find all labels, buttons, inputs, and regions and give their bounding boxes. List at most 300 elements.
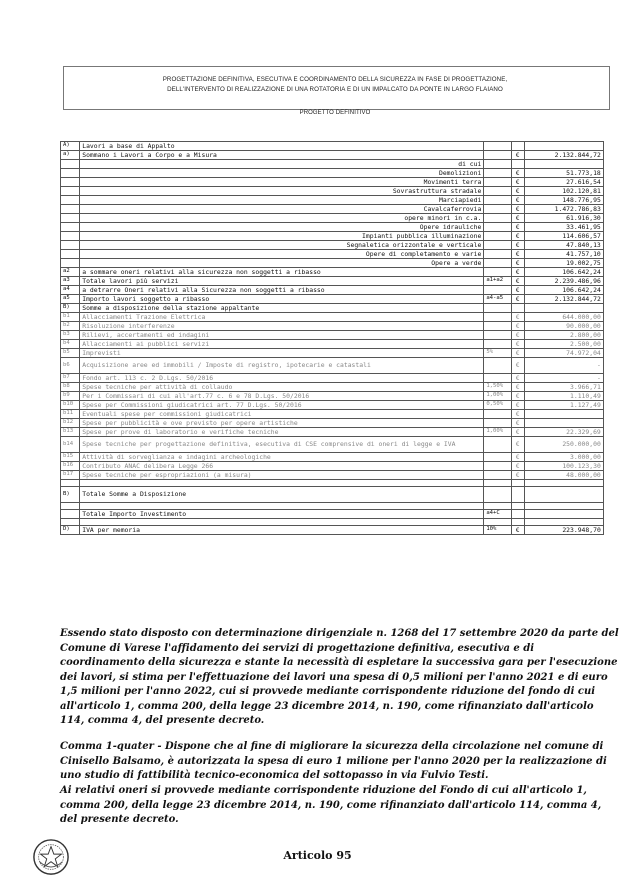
row-margin	[603, 392, 616, 401]
row-description: Allacciamenti Trazione Elettrica	[80, 313, 484, 322]
row-reference	[484, 419, 511, 428]
row-margin	[603, 223, 616, 232]
project-title-line-1: PROGETTAZIONE DEFINITIVA, ESECUTIVA E COORDINAMENTO DELLA SICUREZZA IN FASE DI PROGETTAZIONE,	[162, 76, 508, 83]
row-currency: €	[511, 462, 524, 471]
row-reference	[484, 480, 511, 487]
row-description: Imprevisti	[80, 349, 484, 358]
row-amount: 1.127,49	[524, 401, 603, 410]
row-margin	[603, 160, 616, 169]
table-row	[61, 401, 617, 410]
row-margin	[603, 178, 616, 187]
row-code	[61, 259, 80, 268]
row-amount: 47.840,13	[524, 241, 603, 250]
row-code	[61, 480, 80, 487]
row-margin	[603, 295, 616, 304]
row-code	[61, 503, 80, 510]
row-margin	[603, 142, 616, 151]
row-description: Risoluzione interferenze	[80, 322, 484, 331]
row-description: Opere idrauliche	[80, 223, 484, 232]
row-amount	[524, 160, 603, 169]
row-amount: 1.110,49	[524, 392, 603, 401]
row-code	[61, 510, 80, 519]
row-description: Totale Somme a Disposizione	[80, 487, 484, 503]
row-reference: 1,50%	[484, 383, 511, 392]
row-margin	[603, 428, 616, 437]
row-reference	[484, 471, 511, 480]
row-margin	[603, 196, 616, 205]
row-amount: 2.132.844,72	[524, 151, 603, 160]
row-description: Spese per Commissioni giudicatrici art. 77 D.Lgs. 50/2016	[80, 401, 484, 410]
row-currency: €	[511, 374, 524, 383]
row-currency: €	[511, 331, 524, 340]
row-currency: €	[511, 259, 524, 268]
row-description	[80, 503, 484, 510]
row-description: Contributo ANAC delibera Legge 266	[80, 462, 484, 471]
row-currency: €	[511, 526, 524, 535]
table-row	[61, 250, 617, 259]
table-row	[61, 295, 617, 304]
row-currency: €	[511, 410, 524, 419]
row-currency: €	[511, 428, 524, 437]
table-row	[61, 510, 617, 519]
row-reference	[484, 142, 511, 151]
table-row	[61, 503, 617, 510]
row-currency: €	[511, 286, 524, 295]
row-code: b17	[61, 471, 80, 480]
table-row	[61, 383, 617, 392]
table-row	[61, 160, 617, 169]
row-currency: €	[511, 241, 524, 250]
row-reference	[484, 437, 511, 453]
row-reference: 0,50%	[484, 401, 511, 410]
table-row	[61, 187, 617, 196]
table-row	[61, 374, 617, 383]
row-currency: €	[511, 349, 524, 358]
row-amount	[524, 304, 603, 313]
row-amount: -	[524, 358, 603, 374]
row-margin	[603, 471, 616, 480]
table-row	[61, 178, 617, 187]
row-amount: 33.461,95	[524, 223, 603, 232]
row-amount: 2.500,00	[524, 340, 603, 349]
row-reference	[484, 322, 511, 331]
table-row	[61, 151, 617, 160]
row-code	[61, 241, 80, 250]
row-code: b12	[61, 419, 80, 428]
row-currency: €	[511, 295, 524, 304]
article-heading: Articolo 95	[283, 849, 352, 862]
row-currency: €	[511, 178, 524, 187]
row-reference	[484, 160, 511, 169]
table-row	[61, 453, 617, 462]
table-row	[61, 142, 617, 151]
row-description: Spese tecniche per progettazione definitiva, esecutiva di CSE comprensive di oneri di legge e IVA	[80, 437, 484, 453]
row-reference: 10%	[484, 526, 511, 535]
row-margin	[603, 259, 616, 268]
row-currency	[511, 480, 524, 487]
row-description: Opere di completamento e varie	[80, 250, 484, 259]
table-row	[61, 304, 617, 313]
row-margin	[603, 268, 616, 277]
row-reference	[484, 410, 511, 419]
row-margin	[603, 151, 616, 160]
row-currency: €	[511, 187, 524, 196]
row-reference	[484, 374, 511, 383]
row-margin	[603, 526, 616, 535]
row-reference	[484, 223, 511, 232]
row-code: b5	[61, 349, 80, 358]
row-code	[61, 178, 80, 187]
row-description: Sovrastruttura stradale	[80, 187, 484, 196]
row-code	[61, 232, 80, 241]
row-description: Importo lavori soggetto a ribasso	[80, 295, 484, 304]
row-margin	[603, 322, 616, 331]
table-row	[61, 349, 617, 358]
row-description: Spese per prove di laboratorio e verifiche tecniche	[80, 428, 484, 437]
row-code: b13	[61, 428, 80, 437]
row-amount: 2.132.844,72	[524, 295, 603, 304]
row-margin	[603, 510, 616, 519]
row-description: Spese tecniche per espropriazioni (a misura)	[80, 471, 484, 480]
row-description: Segnaletica orizzontale e verticale	[80, 241, 484, 250]
row-description: Cavalcaferrovia	[80, 205, 484, 214]
row-amount	[524, 510, 603, 519]
row-code: a3	[61, 277, 80, 286]
row-amount	[524, 410, 603, 419]
row-description: a detrarre Oneri relativi alla Sicurezza non soggetti a ribasso	[80, 286, 484, 295]
row-margin	[603, 250, 616, 259]
row-margin	[603, 419, 616, 428]
row-reference	[484, 268, 511, 277]
row-currency: €	[511, 205, 524, 214]
row-currency: €	[511, 471, 524, 480]
row-amount: 106.642,24	[524, 268, 603, 277]
table-row	[61, 277, 617, 286]
row-code	[61, 187, 80, 196]
row-reference	[484, 178, 511, 187]
row-amount: 41.757,10	[524, 250, 603, 259]
row-currency	[511, 142, 524, 151]
row-margin	[603, 480, 616, 487]
row-code: b11	[61, 410, 80, 419]
row-margin	[603, 437, 616, 453]
row-currency: €	[511, 322, 524, 331]
table-row	[61, 526, 617, 535]
row-amount: 1.472.786,83	[524, 205, 603, 214]
row-description: opere minori in c.a.	[80, 214, 484, 223]
row-reference	[484, 487, 511, 503]
row-currency: €	[511, 277, 524, 286]
row-amount: 2.800,00	[524, 331, 603, 340]
row-code	[61, 160, 80, 169]
table-row	[61, 462, 617, 471]
row-code: b16	[61, 462, 80, 471]
row-reference	[484, 519, 511, 526]
row-currency: €	[511, 151, 524, 160]
row-description: Demolizioni	[80, 169, 484, 178]
row-amount: 3.000,00	[524, 453, 603, 462]
row-margin	[603, 286, 616, 295]
row-margin	[603, 214, 616, 223]
row-reference	[484, 340, 511, 349]
row-reference	[484, 503, 511, 510]
row-reference	[484, 453, 511, 462]
row-currency: €	[511, 401, 524, 410]
row-code: b10	[61, 401, 80, 410]
table-row	[61, 471, 617, 480]
row-currency: €	[511, 313, 524, 322]
row-currency: €	[511, 268, 524, 277]
row-amount: 148.776,95	[524, 196, 603, 205]
row-margin	[603, 313, 616, 322]
row-currency: €	[511, 169, 524, 178]
table-row	[61, 358, 617, 374]
row-description: Somme a disposizione della stazione appaltante	[80, 304, 484, 313]
row-reference	[484, 250, 511, 259]
row-margin	[603, 232, 616, 241]
row-description: Fondo art. 113 c. 2 D.Lgs. 50/2016	[80, 374, 484, 383]
table-row	[61, 487, 617, 503]
row-currency	[511, 160, 524, 169]
row-margin	[603, 169, 616, 178]
row-margin	[603, 340, 616, 349]
row-amount: 22.329,69	[524, 428, 603, 437]
row-description	[80, 480, 484, 487]
row-code: B)	[61, 487, 80, 503]
row-code	[61, 169, 80, 178]
row-description: Eventuali spese per commissioni giudicatrici	[80, 410, 484, 419]
row-reference	[484, 331, 511, 340]
table-row	[61, 205, 617, 214]
row-amount: 48.000,00	[524, 471, 603, 480]
table-row	[61, 519, 617, 526]
row-reference	[484, 151, 511, 160]
row-currency: €	[511, 383, 524, 392]
table-row	[61, 313, 617, 322]
project-title-line-2: DELL'INTERVENTO DI REALIZZAZIONE DI UNA ROTATORIA E DI UN IMPALCATO DA PONTE IN LARGO FLAIANO	[167, 86, 503, 93]
row-margin	[603, 358, 616, 374]
row-margin	[603, 383, 616, 392]
table-row	[61, 480, 617, 487]
row-description: Acquisizione aree ed immobili / Imposte di registro, ipotecarie e catastali	[80, 358, 484, 374]
row-amount: 250.000,00	[524, 437, 603, 453]
row-margin	[603, 331, 616, 340]
row-reference	[484, 304, 511, 313]
row-currency: €	[511, 358, 524, 374]
row-amount: 74.972,04	[524, 349, 603, 358]
row-amount	[524, 480, 603, 487]
table-row	[61, 340, 617, 349]
table-row	[61, 232, 617, 241]
row-code	[61, 205, 80, 214]
row-reference	[484, 187, 511, 196]
row-code: a4	[61, 286, 80, 295]
row-amount: 3.966,71	[524, 383, 603, 392]
cost-table	[60, 141, 617, 535]
row-description: Rilievi, accertamenti ed indagini	[80, 331, 484, 340]
table-row	[61, 437, 617, 453]
row-margin	[603, 462, 616, 471]
row-code: b15	[61, 453, 80, 462]
row-description: Marciapiedi	[80, 196, 484, 205]
row-reference	[484, 169, 511, 178]
row-code: b4	[61, 340, 80, 349]
row-margin	[603, 349, 616, 358]
row-reference: a4+C	[484, 510, 511, 519]
row-amount	[524, 519, 603, 526]
table-row	[61, 322, 617, 331]
row-margin	[603, 519, 616, 526]
row-amount	[524, 503, 603, 510]
row-reference: a4-a5	[484, 295, 511, 304]
table-row	[61, 223, 617, 232]
row-margin	[603, 503, 616, 510]
project-subtitle: PROGETTO DEFINITIVO	[299, 110, 371, 116]
table-row	[61, 241, 617, 250]
row-margin	[603, 277, 616, 286]
paragraph-2: Comma 1-quater - Dispone che al fine di migliorare la sicurezza della circolazione nel comune di Cinisello Balsamo, è autorizzata la spesa di euro 1 milione per l'anno 2020 per la realizzazione di uno studio di fattibilità tecnico-economica del sottopasso in via Fulvio Testi.	[60, 741, 607, 781]
table-row	[61, 331, 617, 340]
row-reference	[484, 286, 511, 295]
row-amount: 106.642,24	[524, 286, 603, 295]
row-currency: €	[511, 214, 524, 223]
row-code: b6	[61, 358, 80, 374]
row-code: b9	[61, 392, 80, 401]
row-code: b3	[61, 331, 80, 340]
row-code: b14	[61, 437, 80, 453]
table-row	[61, 410, 617, 419]
row-code: b7	[61, 374, 80, 383]
row-currency: €	[511, 340, 524, 349]
row-currency: €	[511, 453, 524, 462]
row-description: IVA per memoria	[80, 526, 484, 535]
row-reference	[484, 358, 511, 374]
row-code	[61, 223, 80, 232]
row-amount	[524, 419, 603, 428]
row-description	[80, 519, 484, 526]
row-code	[61, 519, 80, 526]
row-currency	[511, 510, 524, 519]
row-reference	[484, 232, 511, 241]
row-amount: 223.948,70	[524, 526, 603, 535]
row-amount: 51.773,18	[524, 169, 603, 178]
row-reference	[484, 196, 511, 205]
row-margin	[603, 374, 616, 383]
row-currency	[511, 487, 524, 503]
row-margin	[603, 453, 616, 462]
row-margin	[603, 187, 616, 196]
row-code: a2	[61, 268, 80, 277]
table-row	[61, 428, 617, 437]
row-currency: €	[511, 419, 524, 428]
table-row	[61, 259, 617, 268]
row-amount: 19.002,75	[524, 259, 603, 268]
row-description: Impianti pubblica illuminazione	[80, 232, 484, 241]
row-reference: 5%	[484, 349, 511, 358]
row-currency: €	[511, 196, 524, 205]
row-margin	[603, 205, 616, 214]
row-reference: 1,00%	[484, 428, 511, 437]
table-row	[61, 169, 617, 178]
row-amount	[524, 487, 603, 503]
row-margin	[603, 241, 616, 250]
row-code: a5	[61, 295, 80, 304]
row-reference	[484, 214, 511, 223]
paragraph-3: Ai relativi oneri si provvede mediante corrispondente riduzione del Fondo di cui all'articolo 1, comma 200, della legge 23 dicembre 2014, n. 190, come rifinanziato dall'articolo 114, comma 4, del presente decreto.	[60, 785, 602, 825]
row-description: Allacciamenti ai pubblici servizi	[80, 340, 484, 349]
row-code: a)	[61, 151, 80, 160]
row-amount	[524, 142, 603, 151]
row-reference	[484, 241, 511, 250]
row-currency	[511, 519, 524, 526]
row-margin	[603, 304, 616, 313]
row-description: Per i Commissari di cui all'art.77 c. 6 e 78 D.Lgs. 50/2016	[80, 392, 484, 401]
paragraph-1: Essendo stato disposto con determinazione dirigenziale n. 1268 del 17 settembre 2020 da parte del Comune di Varese l'affidamento dei servizi di progettazione definitiva, esecutiva e di coordinamento della sicurezza e stante la necessità di espletare la successiva gara per l'esecuzione dei lavori, si stima per l'effettuazione dei lavori una spesa di 0,5 milioni per l'anno 2021 e di euro 1,5 milioni per l'anno 2022, cui si provvede mediante corrispondente riduzione del fondo di cui all'articolo 1, comma 200, della legge 23 dicembre 2014, n. 190, come rifinanziato dall'articolo 114, comma 4, del presente decreto.	[60, 628, 619, 726]
row-code	[61, 196, 80, 205]
row-description: a sommare oneri relativi alla sicurezza non soggetti a ribasso	[80, 268, 484, 277]
row-description: di cui	[80, 160, 484, 169]
row-amount: 644.000,00	[524, 313, 603, 322]
row-code	[61, 214, 80, 223]
row-amount: 61.916,30	[524, 214, 603, 223]
row-code	[61, 250, 80, 259]
row-currency: €	[511, 437, 524, 453]
row-description: Sommano i Lavori a Corpo e a Misura	[80, 151, 484, 160]
row-reference: 1,00%	[484, 392, 511, 401]
row-amount: 114.606,57	[524, 232, 603, 241]
row-code: b2	[61, 322, 80, 331]
table-row	[61, 419, 617, 428]
row-code: B)	[61, 304, 80, 313]
row-amount: 2.239.486,96	[524, 277, 603, 286]
row-description: Attività di sorveglianza e indagini archeologiche	[80, 453, 484, 462]
row-amount: 102.120,81	[524, 187, 603, 196]
row-description: Movimenti terra	[80, 178, 484, 187]
row-description: Lavori a base di Appalto	[80, 142, 484, 151]
row-description: Spese tecniche per attività di collaudo	[80, 383, 484, 392]
table-row	[61, 268, 617, 277]
row-currency: €	[511, 232, 524, 241]
row-margin	[603, 410, 616, 419]
row-code: A)	[61, 142, 80, 151]
row-description: Spese per pubblicità e ove previsto per opere artistiche	[80, 419, 484, 428]
row-margin	[603, 487, 616, 503]
table-row	[61, 214, 617, 223]
row-currency	[511, 304, 524, 313]
row-currency: €	[511, 223, 524, 232]
table-row	[61, 392, 617, 401]
row-code: b8	[61, 383, 80, 392]
row-reference	[484, 205, 511, 214]
row-code: b1	[61, 313, 80, 322]
row-currency: €	[511, 250, 524, 259]
row-amount: 90.000,00	[524, 322, 603, 331]
row-amount: 27.616,54	[524, 178, 603, 187]
row-reference: a1+a2	[484, 277, 511, 286]
row-reference	[484, 313, 511, 322]
row-amount: 100.123,30	[524, 462, 603, 471]
row-description: Totale Importo Investimento	[80, 510, 484, 519]
row-currency	[511, 503, 524, 510]
row-amount: -	[524, 374, 603, 383]
table-row	[61, 196, 617, 205]
row-margin	[603, 401, 616, 410]
row-reference	[484, 259, 511, 268]
row-code: D)	[61, 526, 80, 535]
table-row	[61, 286, 617, 295]
row-currency: €	[511, 392, 524, 401]
row-reference	[484, 462, 511, 471]
